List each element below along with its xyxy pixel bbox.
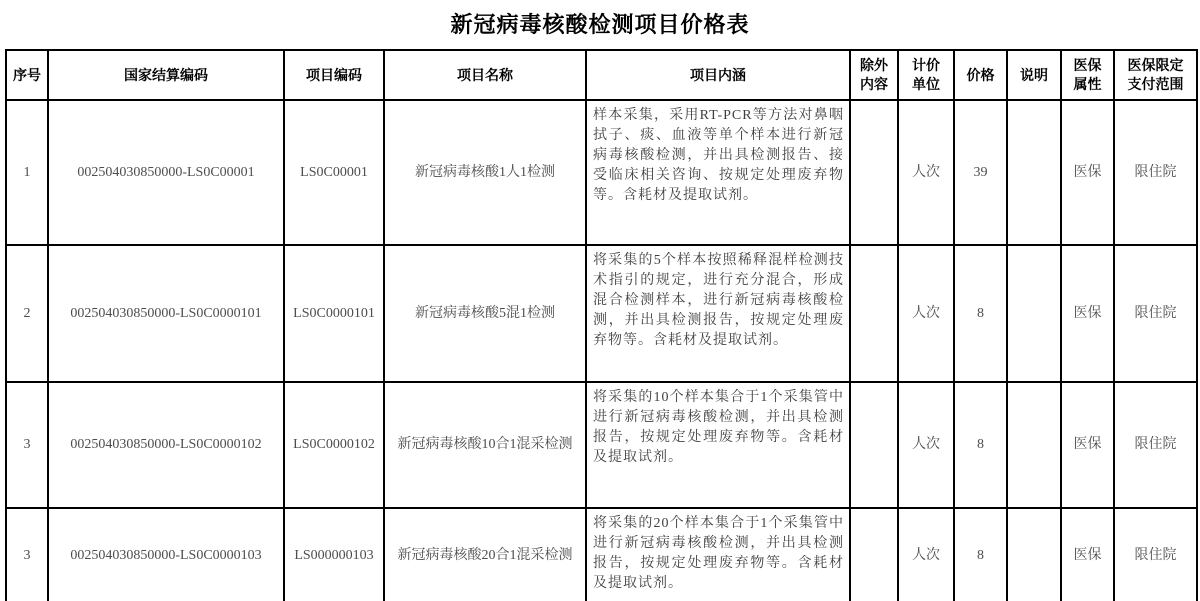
table-row bbox=[6, 508, 1197, 601]
header-insurance-attr: 医保属性 bbox=[1061, 50, 1114, 100]
cell-project-name: 新冠病毒核酸10合1混采检测 bbox=[384, 382, 586, 508]
cell-national-code: 002504030850000-LS0C0000102 bbox=[48, 382, 284, 508]
header-insurance-scope: 医保限定支付范围 bbox=[1114, 50, 1197, 100]
cell-project-code: LS0C00001 bbox=[284, 100, 384, 245]
header-note: 说明 bbox=[1007, 50, 1061, 100]
cell-project-name: 新冠病毒核酸5混1检测 bbox=[384, 245, 586, 382]
cell-national-code: 002504030850000-LS0C0000103 bbox=[48, 508, 284, 601]
header-national-code: 国家结算编码 bbox=[48, 50, 284, 100]
header-unit: 计价单位 bbox=[898, 50, 954, 100]
cell-insurance-scope: 限住院 bbox=[1114, 382, 1197, 508]
cell-description: 将采集的10个样本集合于1个采集管中进行新冠病毒核酸检测，并出具检测报告，按规定处理废弃物等。含耗材及提取试剂。 bbox=[586, 382, 850, 508]
price-table bbox=[5, 49, 1198, 601]
cell-insurance-attr: 医保 bbox=[1061, 100, 1114, 245]
cell-unit: 人次 bbox=[898, 382, 954, 508]
cell-excluded bbox=[850, 508, 898, 601]
cell-unit: 人次 bbox=[898, 245, 954, 382]
cell-excluded bbox=[850, 100, 898, 245]
cell-note bbox=[1007, 100, 1061, 245]
cell-seq: 2 bbox=[6, 245, 48, 382]
cell-project-name: 新冠病毒核酸1人1检测 bbox=[384, 100, 586, 245]
table-row bbox=[6, 245, 1197, 382]
cell-unit: 人次 bbox=[898, 508, 954, 601]
cell-unit: 人次 bbox=[898, 100, 954, 245]
cell-excluded bbox=[850, 382, 898, 508]
cell-seq: 1 bbox=[6, 100, 48, 245]
cell-description: 样本采集，采用RT-PCR等方法对鼻咽拭子、痰、血液等单个样本进行新冠病毒核酸检测，并出具检测报告、接受临床相关咨询、按规定处理废弃物等。含耗材及提取试剂。 bbox=[586, 100, 850, 245]
cell-price: 8 bbox=[954, 382, 1007, 508]
header-description: 项目内涵 bbox=[586, 50, 850, 100]
cell-description: 将采集的20个样本集合于1个采集管中进行新冠病毒核酸检测，并出具检测报告，按规定处理废弃物等。含耗材及提取试剂。 bbox=[586, 508, 850, 601]
cell-project-code: LS000000103 bbox=[284, 508, 384, 601]
cell-price: 39 bbox=[954, 100, 1007, 245]
cell-price: 8 bbox=[954, 508, 1007, 601]
cell-insurance-attr: 医保 bbox=[1061, 508, 1114, 601]
cell-seq: 3 bbox=[6, 508, 48, 601]
cell-description: 将采集的5个样本按照稀释混样检测技术指引的规定，进行充分混合，形成混合检测样本，进行新冠病毒核酸检测，并出具检测报告，按规定处理废弃物等。含耗材及提取试剂。 bbox=[586, 245, 850, 382]
cell-excluded bbox=[850, 245, 898, 382]
cell-project-code: LS0C0000101 bbox=[284, 245, 384, 382]
cell-note bbox=[1007, 382, 1061, 508]
cell-note bbox=[1007, 508, 1061, 601]
cell-insurance-scope: 限住院 bbox=[1114, 245, 1197, 382]
cell-seq: 3 bbox=[6, 382, 48, 508]
cell-national-code: 002504030850000-LS0C0000101 bbox=[48, 245, 284, 382]
cell-national-code: 002504030850000-LS0C00001 bbox=[48, 100, 284, 245]
table-row bbox=[6, 382, 1197, 508]
cell-insurance-scope: 限住院 bbox=[1114, 508, 1197, 601]
page-title: 新冠病毒核酸检测项目价格表 bbox=[450, 12, 750, 37]
table-row bbox=[6, 100, 1197, 245]
cell-insurance-attr: 医保 bbox=[1061, 382, 1114, 508]
header-project-name: 项目名称 bbox=[384, 50, 586, 100]
cell-project-name: 新冠病毒核酸20合1混采检测 bbox=[384, 508, 586, 601]
header-excluded: 除外内容 bbox=[850, 50, 898, 100]
header-seq: 序号 bbox=[6, 50, 48, 100]
cell-insurance-scope: 限住院 bbox=[1114, 100, 1197, 245]
header-price: 价格 bbox=[954, 50, 1007, 100]
table-header-row bbox=[6, 50, 1197, 100]
cell-note bbox=[1007, 245, 1061, 382]
cell-project-code: LS0C0000102 bbox=[284, 382, 384, 508]
header-project-code: 项目编码 bbox=[284, 50, 384, 100]
cell-insurance-attr: 医保 bbox=[1061, 245, 1114, 382]
cell-price: 8 bbox=[954, 245, 1007, 382]
